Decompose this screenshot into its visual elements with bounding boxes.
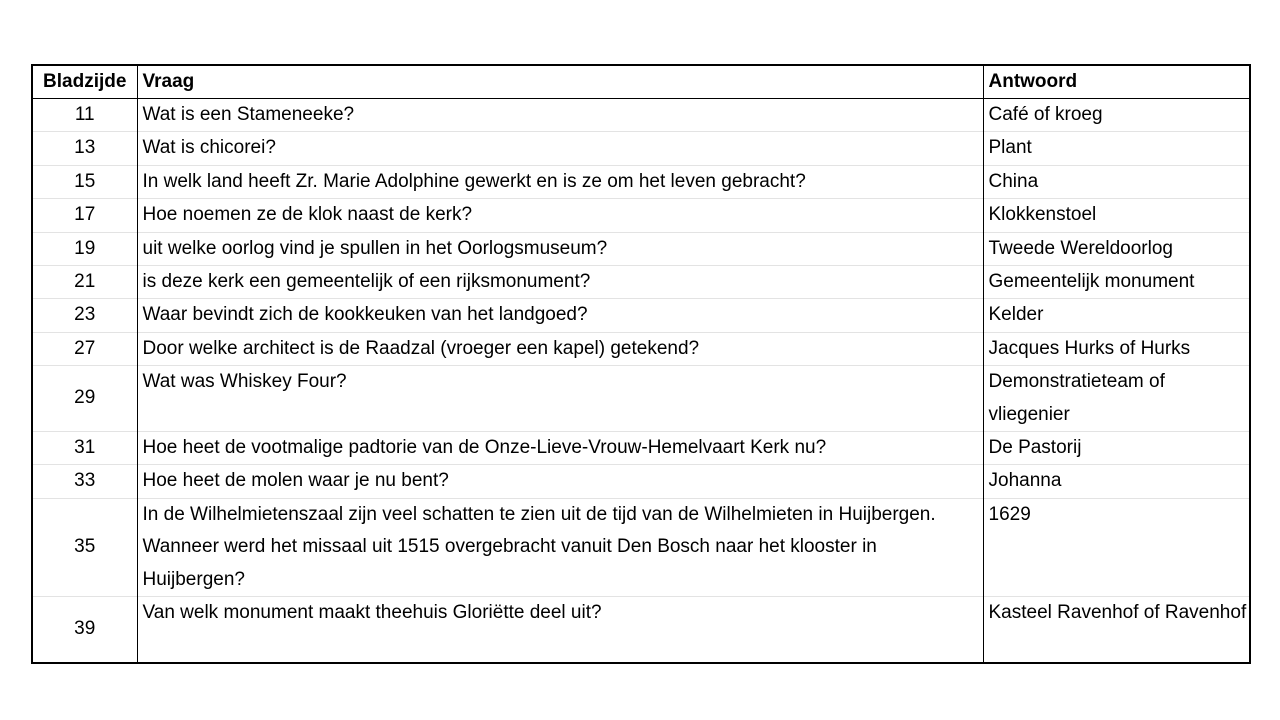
page-cell: 33 <box>32 465 137 498</box>
page-cell: 39 <box>32 597 137 663</box>
answer-cell: Klokkenstoel <box>983 199 1250 232</box>
answer-cell: Demonstratieteam of vliegenier <box>983 366 1250 432</box>
question-cell: Hoe heet de molen waar je nu bent? <box>137 465 983 498</box>
answer-cell: 1629 <box>983 498 1250 596</box>
table-row <box>32 597 1250 663</box>
table-row <box>32 332 1250 365</box>
header-answer: Antwoord <box>983 65 1250 99</box>
question-cell: Waar bevindt zich de kookkeuken van het landgoed? <box>137 299 983 332</box>
question-cell: Wat was Whiskey Four? <box>137 366 983 432</box>
page-cell: 27 <box>32 332 137 365</box>
question-cell: uit welke oorlog vind je spullen in het Oorlogsmuseum? <box>137 232 983 265</box>
table-row <box>32 432 1250 465</box>
question-cell: In de Wilhelmietenszaal zijn veel schatten te zien uit de tijd van de Wilhelmieten in Huijbergen. Wanneer werd het missaal uit 1515 overgebracht vanuit Den Bosch naar het klooster in Huijbergen? <box>137 498 983 596</box>
page-cell: 35 <box>32 498 137 596</box>
page-cell: 17 <box>32 199 137 232</box>
questions-table <box>31 64 1251 664</box>
question-cell: Wat is chicorei? <box>137 132 983 165</box>
question-cell: Wat is een Stameneeke? <box>137 99 983 132</box>
page-cell: 13 <box>32 132 137 165</box>
table-row <box>32 465 1250 498</box>
page-cell: 31 <box>32 432 137 465</box>
header-page: Bladzijde <box>32 65 137 99</box>
header-row <box>32 65 1250 99</box>
page-cell: 19 <box>32 232 137 265</box>
answer-cell: Kelder <box>983 299 1250 332</box>
table-row <box>32 299 1250 332</box>
answer-cell: Gemeentelijk monument <box>983 266 1250 299</box>
table-row <box>32 266 1250 299</box>
question-cell: In welk land heeft Zr. Marie Adolphine gewerkt en is ze om het leven gebracht? <box>137 165 983 198</box>
answer-cell: Jacques Hurks of Hurks <box>983 332 1250 365</box>
question-cell: Van welk monument maakt theehuis Gloriëtte deel uit? <box>137 597 983 663</box>
answer-cell: Plant <box>983 132 1250 165</box>
answer-cell: De Pastorij <box>983 432 1250 465</box>
answer-cell: Johanna <box>983 465 1250 498</box>
page-cell: 11 <box>32 99 137 132</box>
header-question: Vraag <box>137 65 983 99</box>
table-row <box>32 199 1250 232</box>
answer-cell: China <box>983 165 1250 198</box>
table-row <box>32 165 1250 198</box>
table-row <box>32 366 1250 432</box>
table-row <box>32 99 1250 132</box>
answer-cell: Kasteel Ravenhof of Ravenhof <box>983 597 1250 663</box>
question-cell: is deze kerk een gemeentelijk of een rijksmonument? <box>137 266 983 299</box>
answer-cell: Tweede Wereldoorlog <box>983 232 1250 265</box>
page-cell: 21 <box>32 266 137 299</box>
page-cell: 29 <box>32 366 137 432</box>
question-cell: Hoe noemen ze de klok naast de kerk? <box>137 199 983 232</box>
page-cell: 15 <box>32 165 137 198</box>
question-cell: Door welke architect is de Raadzal (vroeger een kapel) getekend? <box>137 332 983 365</box>
table-row <box>32 232 1250 265</box>
table-row <box>32 132 1250 165</box>
answer-cell: Café of kroeg <box>988 104 1103 125</box>
question-cell: Hoe heet de vootmalige padtorie van de Onze-Lieve-Vrouw-Hemelvaart Kerk nu? <box>137 432 983 465</box>
table-row <box>32 498 1250 596</box>
page-cell: 23 <box>32 299 137 332</box>
